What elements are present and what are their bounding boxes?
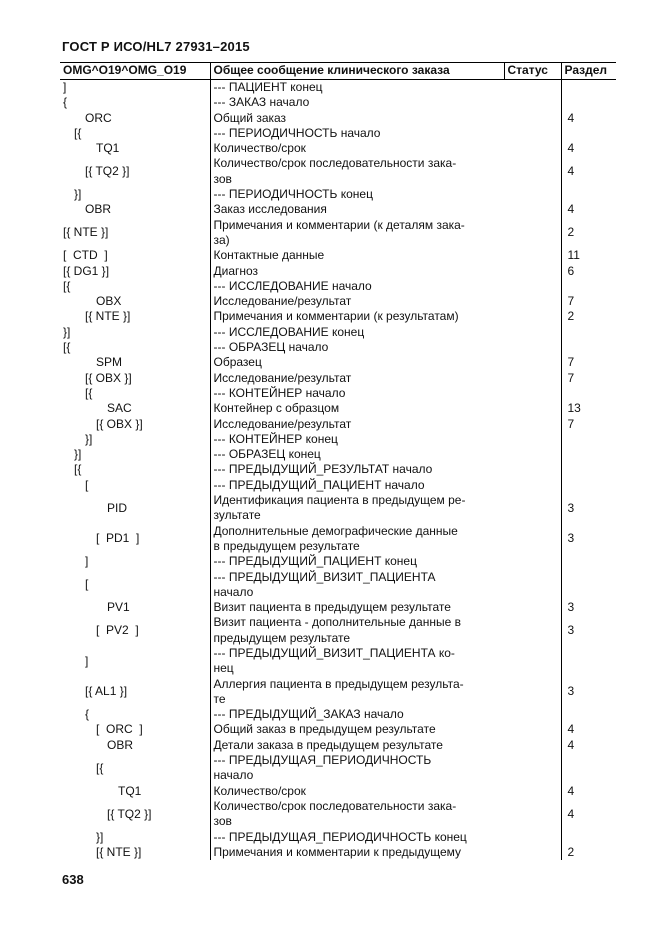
section-cell <box>561 462 616 477</box>
segment-cell: TQ1 <box>60 141 210 156</box>
segment-cell: SPM <box>60 355 210 370</box>
status-cell <box>504 264 561 279</box>
segment-cell: { <box>60 95 210 110</box>
table-row <box>60 156 616 187</box>
section-cell: 6 <box>567 263 575 278</box>
segment-cell: [{ TQ2 }] <box>60 799 210 830</box>
status-cell <box>504 325 561 340</box>
column-header-message: OMG^O19^OMG_O19 <box>60 63 210 80</box>
table-row <box>60 570 616 601</box>
description-cell: Примечания и комментарии (к результатам) <box>213 309 459 324</box>
table-row <box>60 80 616 96</box>
status-cell <box>504 355 561 370</box>
section-cell <box>561 753 616 784</box>
table-row <box>60 202 616 217</box>
segment-cell: ] <box>60 80 210 96</box>
segment-cell: [ <box>60 478 210 493</box>
table-row <box>60 218 616 249</box>
table-row <box>60 600 616 615</box>
status-cell <box>504 126 561 141</box>
description-cell: Образец <box>213 355 262 370</box>
segment-cell: [{ NTE }] <box>60 309 210 324</box>
segment-cell: OBR <box>60 202 210 217</box>
status-cell <box>504 95 561 110</box>
table-row <box>60 279 616 294</box>
section-cell <box>561 570 616 601</box>
description-cell: --- ПРЕДЫДУЩИЙ_ЗАКАЗ начало <box>213 707 404 722</box>
table-row <box>60 447 616 462</box>
table-row <box>60 432 616 447</box>
table-row <box>60 462 616 477</box>
status-cell <box>504 707 561 722</box>
segment-cell: [{ AL1 }] <box>60 677 210 708</box>
segment-cell: [ CTD ] <box>60 248 210 263</box>
table-row <box>60 294 616 309</box>
status-cell <box>504 524 561 555</box>
status-cell <box>504 141 561 156</box>
segment-cell: [ <box>60 570 210 601</box>
section-cell: 7 <box>567 355 575 370</box>
table-body <box>60 80 616 861</box>
segment-cell: }] <box>60 187 210 202</box>
status-cell <box>504 677 561 708</box>
description-cell: Общий заказ в предыдущем результате <box>213 722 436 737</box>
description-cell: --- ОБРАЗЕЦ начало <box>213 340 329 355</box>
status-cell <box>504 417 561 432</box>
section-cell: 7 <box>567 370 575 385</box>
description-cell: --- ПРЕДЫДУЩИЙ_ПАЦИЕНТ начало <box>213 477 425 492</box>
description-cell: Детали заказа в предыдущем результате <box>213 737 443 752</box>
message-structure-table <box>60 62 616 860</box>
section-cell: 3 <box>567 600 575 615</box>
table-header-row <box>60 63 616 80</box>
section-cell <box>561 187 616 202</box>
section-cell: 4 <box>567 722 575 737</box>
description-cell: --- ПРЕДЫДУЩИЙ_ВИЗИТ_ПАЦИЕНТА ко- нец <box>213 645 455 676</box>
section-cell: 2 <box>567 225 575 240</box>
segment-cell: [{ NTE }] <box>60 845 210 860</box>
segment-cell: [{ <box>60 126 210 141</box>
segment-cell: [{ OBX }] <box>60 371 210 386</box>
status-cell <box>504 401 561 416</box>
description-cell: Контейнер с образцом <box>213 401 340 416</box>
description-cell: Количество/срок <box>213 141 306 156</box>
status-cell <box>504 738 561 753</box>
section-cell: 4 <box>567 737 575 752</box>
status-cell <box>504 493 561 524</box>
status-cell <box>504 340 561 355</box>
document-header: ГОСТ Р ИСО/HL7 27931–2015 <box>62 39 250 54</box>
table-row <box>60 417 616 432</box>
status-cell <box>504 309 561 324</box>
table-row <box>60 707 616 722</box>
column-header-status: Статус <box>504 63 561 80</box>
table-row <box>60 355 616 370</box>
section-cell: 7 <box>567 294 575 309</box>
section-cell <box>561 646 616 677</box>
status-cell <box>504 294 561 309</box>
section-cell <box>561 126 616 141</box>
segment-cell: [{ NTE }] <box>60 218 210 249</box>
section-cell: 7 <box>567 416 575 431</box>
description-cell: Диагноз <box>213 263 259 278</box>
section-cell <box>561 707 616 722</box>
segment-cell: ] <box>60 554 210 569</box>
status-cell <box>504 202 561 217</box>
status-cell <box>504 371 561 386</box>
description-cell: Исследование/результат <box>213 294 352 309</box>
status-cell <box>504 478 561 493</box>
status-cell <box>504 615 561 646</box>
table-row <box>60 126 616 141</box>
section-cell: 4 <box>567 164 575 179</box>
section-cell: 3 <box>567 531 575 546</box>
status-cell <box>504 570 561 601</box>
description-cell: Заказ исследования <box>213 202 327 217</box>
table-row <box>60 615 616 646</box>
status-cell <box>504 111 561 126</box>
segment-cell: [{ OBX }] <box>60 417 210 432</box>
status-cell <box>504 799 561 830</box>
description-cell: Идентификация пациента в предыдущем ре- зультате <box>213 493 466 523</box>
section-cell: 3 <box>567 623 575 638</box>
table-row <box>60 738 616 753</box>
segment-cell: SAC <box>60 401 210 416</box>
segment-cell: [{ <box>60 279 210 294</box>
table-row <box>60 386 616 401</box>
description-cell: Исследование/результат <box>213 416 352 431</box>
description-cell: Визит пациента - дополнительные данные в предыдущем результате <box>213 615 461 645</box>
table-row <box>60 524 616 555</box>
section-cell <box>561 325 616 340</box>
status-cell <box>504 646 561 677</box>
table-row <box>60 95 616 110</box>
table-row <box>60 753 616 784</box>
description-cell: --- ЗАКАЗ начало <box>213 95 310 110</box>
table-row <box>60 248 616 263</box>
table-row <box>60 478 616 493</box>
section-cell <box>561 830 616 845</box>
segment-cell: }] <box>60 830 210 845</box>
section-cell <box>561 95 616 110</box>
table-row <box>60 799 616 830</box>
segment-cell: ] <box>60 646 210 677</box>
description-cell: Общий заказ <box>213 110 287 125</box>
page-number: 638 <box>62 872 84 887</box>
description-cell: Количество/срок <box>213 783 306 798</box>
segment-cell: PV1 <box>60 600 210 615</box>
description-cell: --- ПРЕДЫДУЩИЙ_РЕЗУЛЬТАТ начало <box>213 462 433 477</box>
section-cell <box>561 554 616 569</box>
table-row <box>60 325 616 340</box>
status-cell <box>504 447 561 462</box>
table-row <box>60 187 616 202</box>
section-cell <box>561 386 616 401</box>
column-header-description: Общее сообщение клинического заказа <box>210 63 504 80</box>
description-cell: --- ПРЕДЫДУЩАЯ_ПЕРИОДИЧНОСТЬ конец <box>213 829 467 844</box>
section-cell <box>561 340 616 355</box>
description-cell: Аллергия пациента в предыдущем результа- те <box>213 676 464 706</box>
segment-cell: { <box>60 707 210 722</box>
segment-cell: [{ <box>60 753 210 784</box>
section-cell: 3 <box>567 500 575 515</box>
section-cell <box>561 80 616 96</box>
status-cell <box>504 156 561 187</box>
segment-cell: [{ <box>60 386 210 401</box>
status-cell <box>504 432 561 447</box>
status-cell <box>504 600 561 615</box>
segment-cell: ORC <box>60 111 210 126</box>
status-cell <box>504 279 561 294</box>
segment-cell: [ ORC ] <box>60 722 210 737</box>
table-row <box>60 722 616 737</box>
section-cell: 2 <box>567 309 575 324</box>
table-row <box>60 677 616 708</box>
segment-cell: TQ1 <box>60 784 210 799</box>
section-cell <box>561 478 616 493</box>
description-cell: --- ПРЕДЫДУЩИЙ_ВИЗИТ_ПАЦИЕНТА начало <box>213 569 436 599</box>
segment-cell: }] <box>60 432 210 447</box>
description-cell: --- КОНТЕЙНЕР конец <box>213 431 338 446</box>
status-cell <box>504 845 561 860</box>
description-cell: --- ПРЕДЫДУЩИЙ_ПАЦИЕНТ конец <box>213 554 417 569</box>
status-cell <box>504 80 561 96</box>
section-cell <box>561 447 616 462</box>
segment-cell: }] <box>60 325 210 340</box>
table-row <box>60 830 616 845</box>
status-cell <box>504 218 561 249</box>
segment-cell: [{ <box>60 462 210 477</box>
description-cell: Исследование/результат <box>213 370 352 385</box>
table-row <box>60 340 616 355</box>
status-cell <box>504 386 561 401</box>
description-cell: Примечания и комментарии к предыдущему <box>213 844 462 859</box>
segment-cell: [ PV2 ] <box>60 615 210 646</box>
segment-cell: OBR <box>60 738 210 753</box>
status-cell <box>504 784 561 799</box>
table-row <box>60 141 616 156</box>
description-cell: Количество/срок последовательности зака- зов <box>213 798 457 829</box>
description-cell: --- КОНТЕЙНЕР начало <box>213 385 346 400</box>
segment-cell: PID <box>60 493 210 524</box>
section-cell: 4 <box>567 806 575 821</box>
table-row <box>60 493 616 524</box>
segment-cell: [ PD1 ] <box>60 524 210 555</box>
description-cell: Контактные данные <box>213 248 325 263</box>
section-cell: 11 <box>567 248 580 263</box>
description-cell: --- ПЕРИОДИЧНОСТЬ начало <box>213 125 381 140</box>
status-cell <box>504 554 561 569</box>
segment-cell: }] <box>60 447 210 462</box>
table-row <box>60 401 616 416</box>
description-cell: Количество/срок последовательности зака- зов <box>213 156 457 186</box>
column-header-section: Раздел <box>561 63 616 80</box>
table-row <box>60 646 616 677</box>
segment-cell: [{ DG1 }] <box>60 264 210 279</box>
description-cell: --- ИССЛЕДОВАНИЕ начало <box>213 278 372 293</box>
table-row <box>60 309 616 324</box>
section-cell: 3 <box>567 684 575 699</box>
section-cell: 4 <box>567 202 575 217</box>
description-cell: Дополнительные демографические данные в предыдущем результате <box>213 523 458 553</box>
section-cell <box>561 279 616 294</box>
status-cell <box>504 753 561 784</box>
section-cell <box>561 432 616 447</box>
description-cell: Визит пациента в предыдущем результате <box>213 600 451 615</box>
status-cell <box>504 187 561 202</box>
section-cell: 4 <box>567 110 575 125</box>
segment-cell: [{ <box>60 340 210 355</box>
section-cell: 2 <box>567 844 575 859</box>
description-cell: --- ПРЕДЫДУЩАЯ_ПЕРИОДИЧНОСТЬ начало <box>213 753 432 783</box>
table-row <box>60 784 616 799</box>
status-cell <box>504 462 561 477</box>
description-cell: --- ПАЦИЕНТ конец <box>213 80 323 94</box>
status-cell <box>504 830 561 845</box>
table-row <box>60 111 616 126</box>
section-cell: 13 <box>567 401 581 416</box>
table-row <box>60 264 616 279</box>
section-cell: 4 <box>567 783 575 798</box>
description-cell: --- ОБРАЗЕЦ конец <box>213 447 321 462</box>
description-cell: --- ИССЛЕДОВАНИЕ конец <box>213 324 365 339</box>
table-row <box>60 371 616 386</box>
status-cell <box>504 248 561 263</box>
table-row <box>60 554 616 569</box>
status-cell <box>504 722 561 737</box>
segment-cell: [{ TQ2 }] <box>60 156 210 187</box>
segment-cell: OBX <box>60 294 210 309</box>
description-cell: Примечания и комментарии (к деталям зака- за) <box>213 217 465 247</box>
section-cell: 4 <box>567 141 575 156</box>
table-row <box>60 845 616 860</box>
description-cell: --- ПЕРИОДИЧНОСТЬ конец <box>213 187 373 202</box>
